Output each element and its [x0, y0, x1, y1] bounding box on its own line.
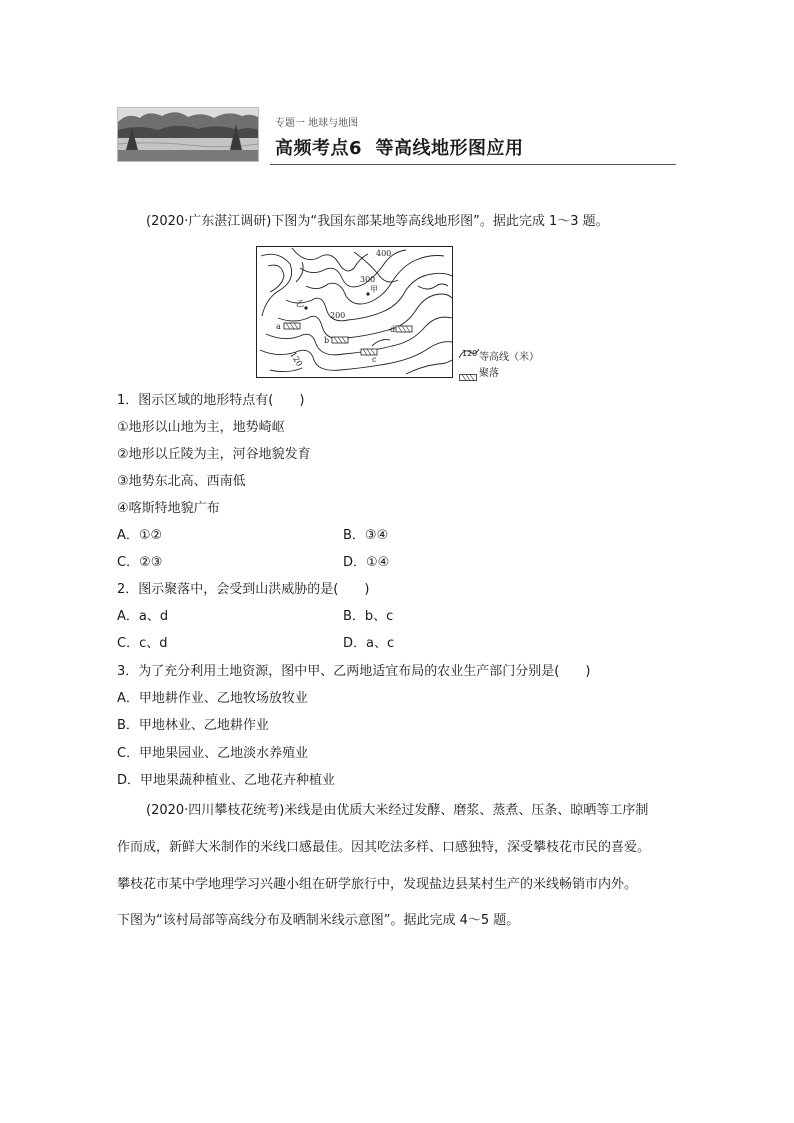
question-3-option-d: D．甲地果蔬种植业、乙地花卉种植业 — [117, 773, 336, 788]
contour-label-300: 300 — [360, 275, 376, 284]
question-1-item-4: ④喀斯特地貌广布 — [117, 501, 220, 516]
settlement-label-b: b — [324, 336, 330, 345]
intro-paragraph-2-line-2: 作而成，新鲜大米制作的米线口感最佳。因其吃法多样、口感独特，深受攀枝花市民的喜爱。 — [117, 840, 651, 855]
intro-paragraph-1: (2020·广东湛江调研)下图为“我国东部某地等高线地形图”。据此完成 1～3 题。 — [146, 214, 609, 229]
contour-label-120: 120 — [288, 350, 305, 369]
contour-label-400: 400 — [376, 249, 392, 258]
settlement-legend-label: 聚落 — [479, 368, 499, 379]
contour-legend-label: 等高线（米） — [479, 352, 539, 363]
intro-paragraph-2-line-1: (2020·四川攀枝花统考)米线是由优质大米经过发酵、磨浆、蒸煮、压条、晾晒等工序制 — [146, 803, 649, 818]
question-2-option-a: A．a、d — [117, 609, 169, 624]
question-1-item-2: ②地形以丘陵为主，河谷地貌发育 — [117, 447, 311, 462]
title-divider — [270, 164, 676, 165]
contour-legend-sample: 120 — [462, 349, 478, 358]
question-2-stem: 2．图示聚落中，会受到山洪威胁的是( ) — [117, 582, 370, 597]
contour-map — [256, 246, 453, 378]
question-1-option-a: A．①② — [117, 528, 163, 543]
question-1-item-3: ③地势东北高、西南低 — [117, 474, 246, 489]
page-title: 高频考点6 等高线地形图应用 — [275, 138, 524, 159]
header-subject: 专题一 地球与地图 — [275, 118, 359, 129]
question-2-option-b: B．b、c — [343, 609, 394, 624]
intro-paragraph-2-line-4: 下图为“该村局部等高线分布及晒制米线示意图”。据此完成 4～5 题。 — [117, 913, 520, 928]
question-2-option-c: C．c、d — [117, 636, 168, 651]
question-1-option-d: D．①④ — [343, 555, 390, 570]
settlement-label-d: d — [390, 325, 396, 334]
question-3-stem: 3．为了充分利用土地资源，图中甲、乙两地适宜布局的农业生产部门分别是( ) — [117, 664, 591, 679]
place-label-yi: 乙 — [296, 299, 304, 308]
question-2-option-d: D．a、c — [343, 636, 395, 651]
settlement-label-c: c — [372, 355, 377, 364]
question-3-option-c: C．甲地果园业、乙地淡水养殖业 — [117, 746, 309, 761]
settlement-label-a: a — [276, 322, 281, 331]
question-1-option-b: B．③④ — [343, 528, 389, 543]
contour-label-200: 200 — [330, 311, 346, 320]
question-3-option-a: A．甲地耕作业、乙地牧场放牧业 — [117, 691, 308, 706]
question-1-item-1: ①地形以山地为主，地势崎岖 — [117, 420, 285, 435]
question-3-option-b: B．甲地林业、乙地耕作业 — [117, 718, 269, 733]
intro-paragraph-2-line-3: 攀枝花市某中学地理学习兴趣小组在研学旅行中，发现盐边县某村生产的米线畅销市内外。 — [117, 877, 638, 892]
settlement-legend-icon — [459, 366, 477, 373]
question-1-stem: 1．图示区域的地形特点有( ) — [117, 393, 305, 408]
question-1-option-c: C．②③ — [117, 555, 163, 570]
header-landscape-photo — [117, 107, 259, 162]
place-label-jia: 甲 — [370, 285, 378, 294]
